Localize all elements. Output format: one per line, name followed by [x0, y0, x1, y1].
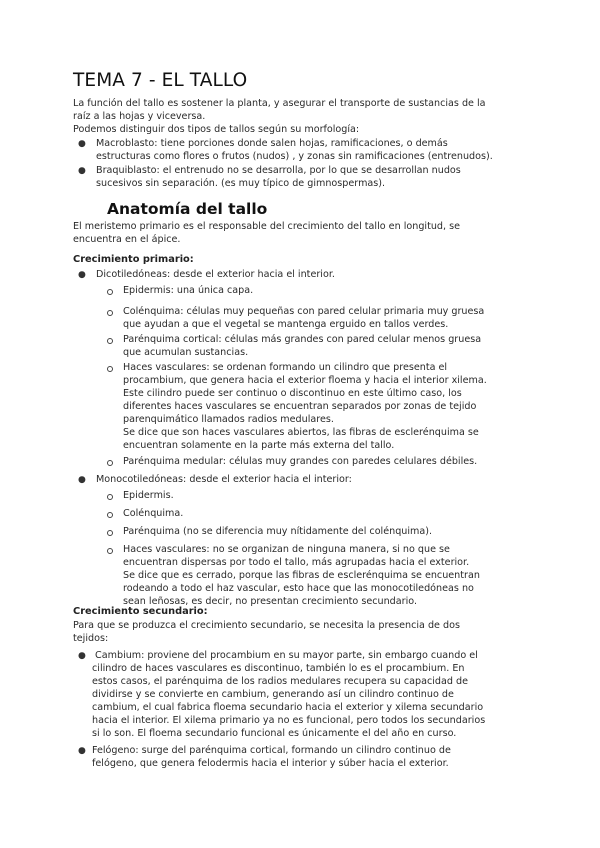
list-item-line: hacia el interior. El xilema primario ya no es funcional, pero todos los secundarios — [92, 715, 486, 726]
list-item-line: sucesivos sin separación. (es muy típico de gimnospermas). — [96, 178, 386, 189]
sub-item-line: Colénquima: células muy pequeñas con pared celular primaria muy gruesa — [123, 306, 485, 317]
list-item-line: dividirse y se convierte en cambium, generando así un cilindro continuo de — [92, 689, 454, 700]
sub-bullet-icon — [107, 310, 113, 316]
sub-item-line: Epidermis: una única capa. — [123, 285, 254, 296]
page-title: TEMA 7 - EL TALLO — [73, 70, 248, 91]
bullet-icon: ● — [78, 651, 86, 661]
sub-item-line: Haces vasculares: no se organizan de ninguna manera, si no que se — [123, 544, 450, 555]
intro-line: Podemos distinguir dos tipos de tallos según su morfología: — [73, 124, 360, 135]
sub-item-line: procambium, que genera hacia el exterior floema y hacia el interior xilema. — [123, 375, 487, 386]
sub-item-line: Haces vasculares: se ordenan formando un cilindro que presenta el — [123, 362, 448, 373]
section-heading-primary: Crecimiento primario: — [73, 254, 194, 265]
sub-bullet-icon — [107, 366, 113, 372]
sub-item-line: encuentran solamente en la parte más externa del tallo. — [123, 440, 395, 451]
sub-item-line: Parénquima (no se diferencia muy nítidamente del colénquima). — [123, 526, 433, 537]
sub-item-line: sean leñosas, es decir, no presentan crecimiento secundario. — [123, 596, 417, 607]
bullet-icon: ● — [78, 139, 86, 149]
bullet-icon: ● — [78, 270, 86, 280]
sub-item-line: Este cilindro puede ser continuo o discontinuo en este último caso, los — [123, 388, 462, 399]
section-heading-anatomy: Anatomía del tallo — [107, 200, 268, 218]
secondary-line: Para que se produzca el crecimiento secundario, se necesita la presencia de dos — [73, 620, 460, 631]
sub-bullet-icon — [107, 494, 113, 500]
intro-line: raíz a las hojas y viceversa. — [73, 111, 206, 122]
sub-item-line: que acumulan sustancias. — [123, 347, 249, 358]
list-item-line: felógeno, que genera felodermis hacia el interior y súber hacia el exterior. — [92, 758, 449, 769]
sub-bullet-icon — [107, 289, 113, 295]
sub-item-line: Se dice que son haces vasculares abiertos, las fibras de esclerénquima se — [123, 427, 479, 438]
sub-item-line: diferentes haces vasculares se encuentran separados por zonas de tejido — [123, 401, 477, 412]
sub-item-line: Parénquima cortical: células más grandes con pared celular menos gruesa — [123, 334, 482, 345]
list-item-line: Braquiblasto: el entrenudo no se desarrolla, por lo que se desarrollan nudos — [96, 165, 461, 176]
sub-bullet-icon — [107, 548, 113, 554]
sub-item-line: que ayudan a que el vegetal se mantenga erguido en tallos verdes. — [123, 319, 449, 330]
list-item-line: estos casos, el parénquima de los radios medulares recupera su capacidad de — [92, 676, 469, 687]
sub-item-line: parenquimático llamados radios medulares. — [123, 414, 334, 425]
anatomy-line: El meristemo primario es el responsable del crecimiento del tallo en longitud, se — [73, 221, 461, 232]
bullet-icon: ● — [78, 746, 86, 756]
section-heading-secondary: Crecimiento secundario: — [73, 606, 208, 617]
monocot-label: Monocotiledóneas: desde el exterior hacia el interior: — [96, 474, 352, 485]
list-item-line: cilindro de haces vasculares es discontinuo, también lo es el procambium. En — [92, 663, 465, 674]
sub-item-line: encuentran dispersas por todo el tallo, más agrupadas hacia el exterior. — [123, 557, 470, 568]
sub-bullet-icon — [107, 338, 113, 344]
dicot-label: Dicotiledóneas: desde el exterior hacia el interior. — [96, 269, 335, 280]
list-item-line: Felógeno: surge del parénquima cortical, formando un cilindro continuo de — [92, 745, 451, 756]
bullet-icon: ● — [78, 166, 86, 176]
anatomy-line: encuentra en el ápice. — [73, 234, 181, 245]
sub-item-line: Epidermis. — [123, 490, 174, 501]
list-item-line: Cambium: proviene del procambium en su mayor parte, sin embargo cuando el — [92, 650, 478, 661]
sub-item-line: Parénquima medular: células muy grandes con paredes celulares débiles. — [123, 456, 478, 467]
secondary-line: tejidos: — [73, 633, 109, 644]
sub-bullet-icon — [107, 530, 113, 536]
list-item-line: si lo son. El floema secundario funcional es únicamente el del año en curso. — [92, 728, 457, 739]
sub-item-line: rodeando a todo el haz vascular, esto hace que las monocotiledóneas no — [123, 583, 474, 594]
intro-line: La función del tallo es sostener la planta, y asegurar el transporte de sustancias de la — [73, 98, 486, 109]
sub-bullet-icon — [107, 460, 113, 466]
sub-item-line: Se dice que es cerrado, porque las fibras de esclerénquima se encuentran — [123, 570, 480, 581]
sub-bullet-icon — [107, 512, 113, 518]
sub-item-line: Colénquima. — [123, 508, 184, 519]
list-item-line: Macroblasto: tiene porciones donde salen hojas, ramificaciones, o demás — [96, 138, 448, 149]
bullet-icon: ● — [78, 475, 86, 485]
list-item-line: cambium, el cual fabrica floema secundario hacia el exterior y xilema secundario — [92, 702, 484, 713]
list-item-line: estructuras como flores o frutos (nudos) , y zonas sin ramificaciones (entrenudos). — [96, 151, 493, 162]
